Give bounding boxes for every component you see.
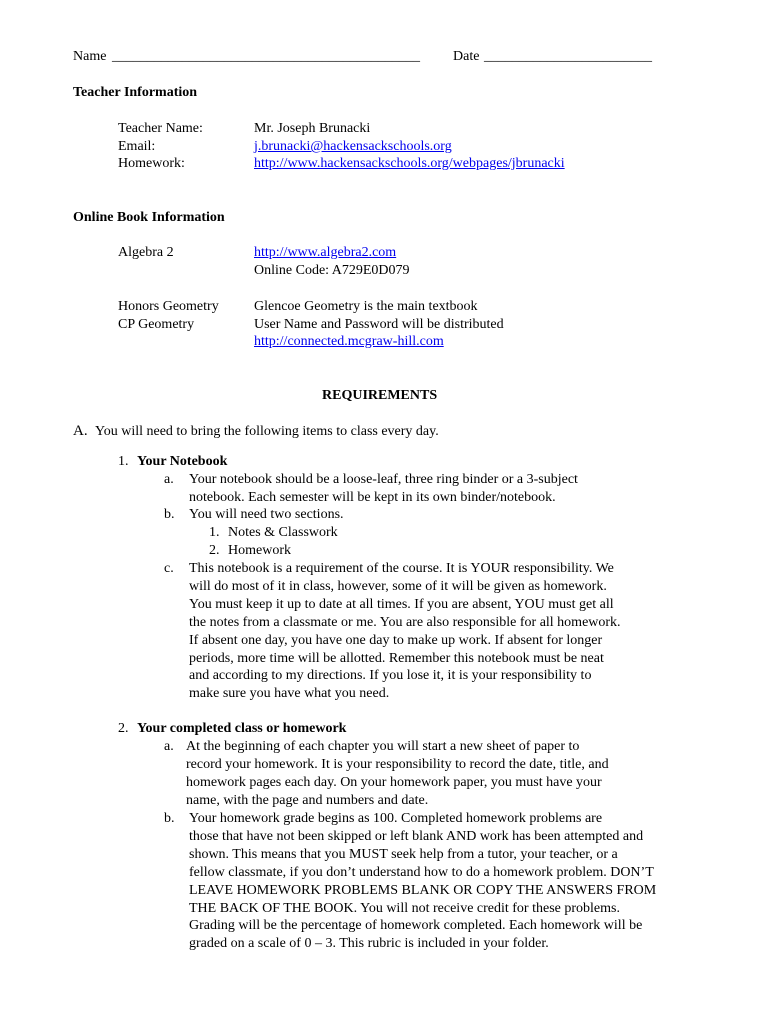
text-line: the notes from a classmate or me. You are also responsible for all homework.	[189, 614, 621, 630]
item2-title: Your completed class or homework	[137, 721, 347, 736]
mcgraw-hill-link[interactable]: http://connected.mcgraw-hill.com	[254, 334, 444, 349]
email-label: Email:	[118, 139, 156, 154]
text-line: graded on a scale of 0 – 3. This rubric is included in your folder.	[189, 936, 549, 952]
sub2-marker: 2.	[209, 543, 220, 558]
text-line: and according to my directions. If you lose it, it is your responsibility to	[189, 668, 592, 684]
section-a-marker: A.	[73, 423, 88, 439]
sub1-marker: 1.	[209, 525, 220, 540]
item1-a-text	[189, 471, 578, 507]
teacher-name-label: Teacher Name:	[118, 121, 203, 136]
text-line: fellow classmate, if you don’t understand how to do a homework problem. DON’T	[189, 864, 654, 880]
online-code: Online Code: A729E0D079	[254, 263, 410, 278]
section-a-text: You will need to bring the following items to class every day.	[95, 424, 439, 439]
teacher-info-heading: Teacher Information	[73, 85, 198, 100]
text-line: those that have not been skipped or left blank AND work has been attempted and	[189, 828, 644, 844]
honors-geometry-label: Honors Geometry	[118, 299, 219, 314]
text-line: notebook. Each semester will be kept in its own binder/notebook.	[189, 489, 556, 505]
cp-geometry-label: CP Geometry	[118, 317, 195, 332]
text-line: LEAVE HOMEWORK PROBLEMS BLANK OR COPY THE ANSWERS FROM	[189, 882, 657, 898]
text-line: will do most of it in class, however, some of it will be given as homework.	[189, 578, 607, 594]
online-book-heading: Online Book Information	[73, 210, 225, 225]
item1-b-marker: b.	[164, 507, 175, 522]
item1-c-marker: c.	[164, 561, 174, 576]
item2-a-marker: a.	[164, 739, 174, 754]
name-label: Name	[73, 49, 107, 64]
geometry-textbook-line: Glencoe Geometry is the main textbook	[254, 299, 478, 314]
text-line: homework pages each day. On your homework paper, you must have your	[186, 774, 602, 790]
homework-link[interactable]: http://www.hackensackschools.org/webpages/jbrunacki	[254, 156, 565, 171]
text-line: This notebook is a requirement of the course. It is YOUR responsibility. We	[189, 561, 614, 576]
text-line: Grading will be the percentage of homework completed. Each homework will be	[189, 918, 643, 934]
algebra-link[interactable]: http://www.algebra2.com	[254, 245, 397, 260]
date-label: Date	[453, 49, 480, 64]
text-line: Your notebook should be a loose-leaf, three ring binder or a 3-subject	[189, 472, 578, 487]
sub2-text: Homework	[228, 543, 291, 558]
item1-c-text	[189, 560, 621, 703]
item1-a-marker: a.	[164, 472, 174, 487]
text-line: record your homework. It is your responsibility to record the date, title, and	[186, 756, 609, 772]
item1-b-text: You will need two sections.	[189, 507, 344, 522]
algebra-label: Algebra 2	[118, 245, 174, 260]
text-line: THE BACK OF THE BOOK. You will not receive credit for these problems.	[189, 900, 620, 916]
email-link[interactable]: j.brunacki@hackensackschools.org	[254, 139, 452, 154]
sub1-text: Notes & Classwork	[228, 525, 338, 540]
text-line: make sure you have what you need.	[189, 686, 390, 702]
text-line: name, with the page and numbers and date.	[186, 792, 429, 808]
requirements-title: REQUIREMENTS	[322, 388, 438, 403]
text-line: If absent one day, you have one day to make up work. If absent for longer	[189, 632, 603, 648]
text-line: shown. This means that you MUST seek help from a tutor, your teacher, or a	[189, 846, 618, 862]
item1-title: Your Notebook	[137, 454, 228, 469]
item2-a-text	[186, 738, 609, 810]
homework-label: Homework:	[118, 156, 185, 171]
item2-b-text	[189, 810, 656, 953]
text-line: At the beginning of each chapter you will start a new sheet of paper to	[186, 739, 580, 754]
item2-number: 2.	[118, 721, 129, 736]
name-blank[interactable]: ____________________________________________	[112, 49, 420, 64]
teacher-name-value: Mr. Joseph Brunacki	[254, 121, 371, 136]
text-line: Your homework grade begins as 100. Completed homework problems are	[189, 811, 603, 826]
date-blank[interactable]: ________________________	[484, 49, 652, 64]
text-line: periods, more time will be allotted. Remember this notebook must be neat	[189, 650, 604, 666]
item2-b-marker: b.	[164, 811, 175, 826]
text-line: You must keep it up to date at all times. If you are absent, YOU must get all	[189, 596, 614, 612]
item1-number: 1.	[118, 454, 129, 469]
geometry-credentials-line: User Name and Password will be distributed	[254, 317, 504, 332]
